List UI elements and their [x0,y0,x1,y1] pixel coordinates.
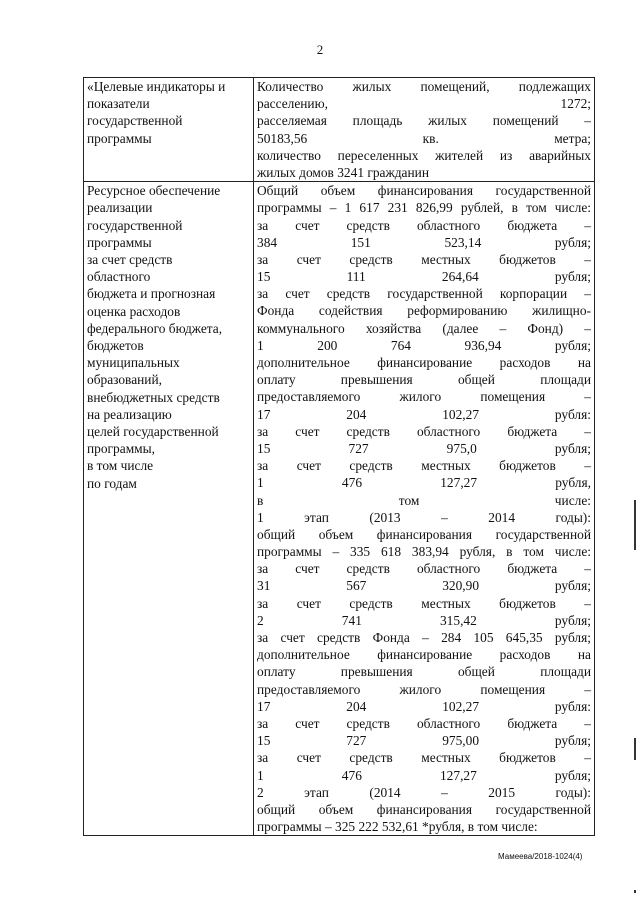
value-line: 1 200 764 936,94 рубля; [257,337,591,353]
label-line: программы, [87,441,155,457]
value-line: общий объем финансирования государственной [257,801,591,817]
value-line: 15 727 975,00 рубля; [257,733,591,749]
label-line: по годам [87,475,137,491]
value-line: коммунального хозяйства (далее – Фонд) – [257,320,591,336]
value-line: за счет средств местных бюджетов – [257,458,591,474]
value-line: 17 204 102,27 рубля: [257,406,591,422]
value-line: за счет средств местных бюджетов – [257,595,591,611]
label-line: бюджета и прогнозная [87,286,216,302]
value-line: 15 727 975,0 рубля; [257,440,591,456]
document-code: Мамеева/2018-1024(4) [498,852,583,861]
value-line: за счет средств областного бюджета – [257,217,591,233]
value-line: оплату превышения общей площади [257,372,591,388]
value-line: 1 476 127,27 рубля; [257,767,591,783]
table-row [84,78,595,182]
value-line: дополнительное финансирование расходов на [257,647,591,663]
label-line: Ресурсное обеспечение [87,183,221,199]
label-line: государственной [87,217,183,233]
scan-margin-mark [634,890,636,893]
value-line: 2 741 315,42 рубля; [257,612,591,628]
value-line: программы – 325 222 532,61 *рубля, в том числе: [257,819,538,835]
value-line: Общий объем финансирования государственной [257,183,591,199]
value-line: дополнительное финансирование расходов на [257,355,591,370]
value-line: программы – 1 617 231 826,99 рублей, в том числе: [257,200,591,216]
value-line: 1 476 127,27 рубля, [257,475,591,491]
value-line: жилых домов 3241 гражданин [257,164,429,180]
value-line: расселению, 1272; [257,96,591,112]
value-line: Фонда содействия реформированию жилищно- [257,303,591,319]
label-line: областного [87,269,151,285]
value-line: 1 этап (2013 – 2014 годы): [257,509,591,525]
label-line: федерального бюджета, [87,320,223,336]
value-line: за счет средств областного бюджета – [257,423,591,439]
label-line: на реализацию [87,406,172,422]
label-line: целей государственной [87,423,219,439]
value-line: за счет средств местных бюджетов – [257,750,591,766]
table-row [84,182,595,836]
value-line: 384 151 523,14 рубля; [257,234,591,250]
value-line: за счет средств областного бюджета – [257,561,591,577]
label-line: в том числе [87,458,154,474]
value-line: 17 204 102,27 рубля: [257,698,591,714]
value-line: количество переселенных жителей из аварийных [257,147,591,163]
value-line: за счет средств Фонда – 284 105 645,35 рубля; [257,630,591,645]
label-line: бюджетов [87,337,144,353]
value-line: оплату превышения общей площади [257,664,591,680]
row-label-cell [84,78,254,182]
value-line: 2 этап (2014 – 2015 годы): [257,784,591,800]
label-line: реализации [87,200,153,216]
page-number: 2 [316,42,324,57]
row-value-cell [254,182,595,836]
label-line: образований, [87,372,162,388]
value-line: за счет средств местных бюджетов – [257,251,591,267]
label-line: за счет средств [87,251,173,267]
value-line: Количество жилых помещений, подлежащих [257,79,591,94]
scan-margin-mark [634,738,636,760]
value-line: общий объем финансирования государственной [257,526,591,542]
value-line: 31 567 320,90 рубля; [257,578,591,594]
value-line: предоставляемого жилого помещения – [257,389,591,405]
value-line: программы – 335 618 383,94 рубля, в том числе: [257,544,591,560]
label-line: показатели [87,96,150,112]
value-line: 50183,56 кв. метра; [257,130,591,146]
label-line: «Целевые индикаторы и [87,79,226,94]
passport-table [83,77,595,836]
scan-margin-mark [634,500,636,550]
label-line: программы [87,130,152,146]
label-line: муниципальных [87,355,180,371]
value-line: за счет средств государственной корпорации – [257,286,591,302]
label-line: внебюджетных средств [87,389,220,405]
label-line: государственной [87,113,183,129]
value-line: предоставляемого жилого помещения – [257,681,591,697]
value-line: расселяемая площадь жилых помещений – [257,113,591,129]
row-label-cell [84,182,254,836]
value-line: за счет средств областного бюджета – [257,715,591,731]
value-line: 15 111 264,64 рубля; [257,269,591,285]
row-value-cell [254,78,595,182]
label-line: программы [87,234,152,250]
label-line: оценка расходов [87,303,181,319]
value-line: в том числе: [257,492,591,508]
